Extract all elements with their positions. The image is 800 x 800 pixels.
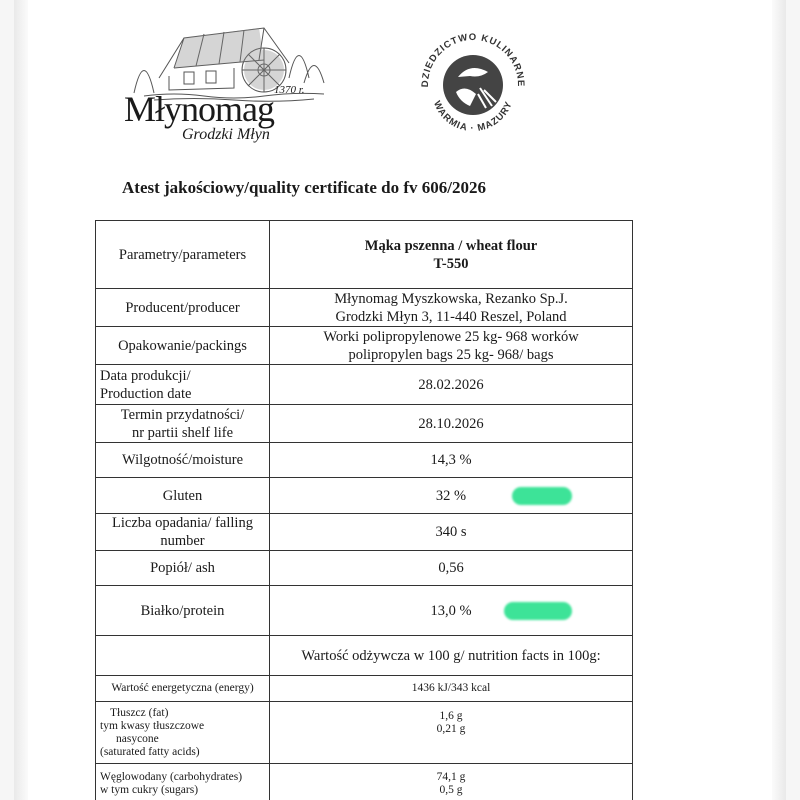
- energy-label: Wartość energetyczna (energy): [96, 676, 270, 702]
- table-row: [96, 478, 633, 514]
- sugars-label: w tym cukry (sugars): [100, 783, 199, 796]
- empty-cell: [96, 636, 270, 676]
- production-date-label-en: Production date: [100, 385, 192, 402]
- protein-cell: [270, 586, 633, 636]
- shelf-life-label: [96, 405, 270, 443]
- ash-value: 0,56: [270, 551, 633, 586]
- table-row: [96, 327, 633, 365]
- shelf-life-label-en: nr partii shelf life: [131, 424, 234, 441]
- ash-label: Popiół/ ash: [96, 551, 270, 586]
- producer-address: Grodzki Młyn 3, 11-440 Reszel, Poland: [335, 308, 567, 325]
- packing-label: Opakowanie/packings: [96, 327, 270, 365]
- production-date-value: 28.02.2026: [270, 365, 633, 405]
- table-row: [96, 636, 633, 676]
- packing-line-en: polipropylen bags 25 kg- 968/ bags: [348, 346, 554, 363]
- table-row: [96, 586, 633, 636]
- production-date-label: [96, 365, 270, 405]
- svg-text:DZIEDZICTWO KULINARNE: DZIEDZICTWO KULINARNE: [419, 31, 527, 88]
- protein-value: 13,0 %: [430, 602, 472, 619]
- fat-label-line4: (saturated fatty acids): [100, 745, 200, 758]
- energy-value: 1436 kJ/343 kcal: [270, 676, 633, 702]
- shelf-life-value: 28.10.2026: [270, 405, 633, 443]
- table-row: [96, 764, 633, 800]
- logo-year: 1370 r.: [274, 84, 305, 96]
- carbs-value: 74,1 g: [436, 770, 466, 783]
- fat-label-line1: Tłuszcz (fat): [110, 706, 169, 719]
- fat-label-line2: tym kwasy tłuszczowe: [100, 719, 205, 732]
- table-row: [96, 551, 633, 586]
- highlight-mark: [512, 487, 572, 505]
- product-type: T-550: [433, 255, 469, 272]
- carbs-label-line1: Węglowodany (carbohydrates): [100, 770, 243, 783]
- table-row: [96, 443, 633, 478]
- packing-line-pl: Worki polipropylenowe 25 kg- 968 worków: [323, 328, 579, 345]
- fat-value: 1,6 g: [439, 710, 463, 722]
- fat-values: [270, 702, 633, 764]
- producer-label: Producent/producer: [96, 289, 270, 327]
- falling-number-value: 340 s: [270, 514, 633, 551]
- fat-label: [96, 702, 270, 764]
- svg-text:WARMIA · MAZURY: WARMIA · MAZURY: [430, 99, 515, 135]
- table-row: [96, 514, 633, 551]
- gluten-label: Gluten: [96, 478, 270, 514]
- highlight-mark: [504, 602, 572, 620]
- gluten-value: 32 %: [435, 487, 467, 504]
- culinary-heritage-seal-icon: [410, 22, 536, 148]
- packing-value: [270, 327, 633, 365]
- nutrition-header: Wartość odżywcza w 100 g/ nutrition facts in 100g:: [270, 636, 633, 676]
- table-row: [96, 676, 633, 702]
- document-title: Atest jakościowy/quality certificate do fv 606/2026: [122, 178, 487, 197]
- falling-number-label: [96, 514, 270, 551]
- table-row: [96, 365, 633, 405]
- producer-name: Młynomag Myszkowska, Rezanko Sp.J.: [334, 290, 568, 307]
- document-page: [14, 0, 786, 800]
- sugars-value: 0,5 g: [439, 783, 463, 796]
- falling-number-label-line1: Liczba opadania/ falling: [112, 515, 253, 531]
- page-edge-right: [772, 0, 786, 800]
- shelf-life-label-pl: Termin przydatności/: [120, 406, 245, 423]
- gluten-cell: [270, 478, 633, 514]
- parameters-label: Parametry/parameters: [96, 221, 270, 289]
- production-date-label-pl: Data produkcji/: [100, 367, 191, 384]
- table-row: [96, 221, 633, 289]
- carbs-values: [270, 764, 633, 800]
- saturated-fat-value: 0,21 g: [436, 723, 466, 735]
- logo-subtitle: Grodzki Młyn: [182, 126, 270, 143]
- quality-certificate-table: [95, 220, 633, 800]
- table-row: [96, 702, 633, 764]
- falling-number-label-line2: number: [160, 533, 205, 549]
- fat-label-line3: nasycone: [116, 732, 159, 745]
- table-row: [96, 289, 633, 327]
- product-name-cell: [270, 221, 633, 289]
- product-name: Mąka pszenna / wheat flour: [364, 237, 538, 254]
- table-row: [96, 405, 633, 443]
- producer-value: [270, 289, 633, 327]
- page-edge-left: [14, 0, 28, 800]
- moisture-value: 14,3 %: [270, 443, 633, 478]
- logo-name: Młynomag: [124, 89, 274, 129]
- moisture-label: Wilgotność/moisture: [96, 443, 270, 478]
- carbs-label: [96, 764, 270, 800]
- protein-label: Białko/protein: [96, 586, 270, 636]
